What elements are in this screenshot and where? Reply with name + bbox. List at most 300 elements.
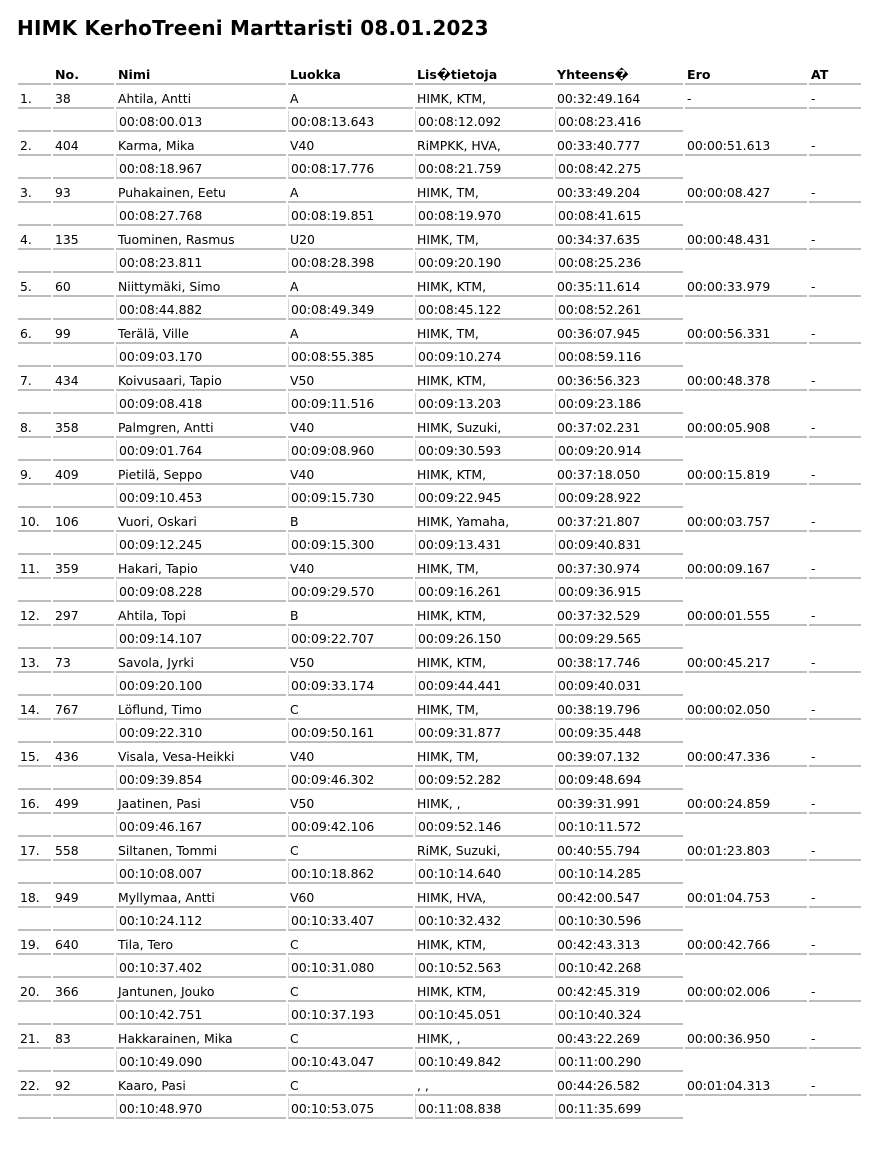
at-cell: - bbox=[809, 887, 861, 908]
results-table bbox=[18, 64, 861, 1122]
at-cell: - bbox=[809, 840, 861, 861]
name-cell: Kaaro, Pasi bbox=[116, 1075, 286, 1096]
lap-time-cell: 00:08:55.385 bbox=[288, 346, 413, 367]
gap-cell: 00:00:33.979 bbox=[685, 276, 807, 297]
lap-time-cell: 00:09:46.302 bbox=[288, 769, 413, 790]
lap-time-cell: 00:08:49.349 bbox=[288, 299, 413, 320]
position-cell: 9. bbox=[18, 464, 51, 485]
lap-time-cell: 00:11:08.838 bbox=[415, 1098, 553, 1119]
blank-cell bbox=[53, 628, 114, 649]
lap-time-cell: 00:09:40.831 bbox=[555, 534, 683, 555]
blank-cell bbox=[53, 346, 114, 367]
lap-time-cell: 00:09:15.730 bbox=[288, 487, 413, 508]
gap-cell: 00:00:47.336 bbox=[685, 746, 807, 767]
header-info: Lis�tietoja bbox=[415, 64, 553, 85]
blank-cell bbox=[53, 487, 114, 508]
lap-time-cell: 00:08:17.776 bbox=[288, 158, 413, 179]
class-cell: U20 bbox=[288, 229, 413, 250]
header-name: Nimi bbox=[116, 64, 286, 85]
at-cell: - bbox=[809, 558, 861, 579]
gap-cell: 00:00:03.757 bbox=[685, 511, 807, 532]
info-cell: HIMK, TM, bbox=[415, 558, 553, 579]
lap-time-cell: 00:09:52.146 bbox=[415, 816, 553, 837]
info-cell: HIMK, KTM, bbox=[415, 370, 553, 391]
name-cell: Savola, Jyrki bbox=[116, 652, 286, 673]
result-row bbox=[18, 370, 861, 394]
blank-cell bbox=[18, 1004, 51, 1025]
number-cell: 366 bbox=[53, 981, 114, 1002]
total-time-cell: 00:38:19.796 bbox=[555, 699, 683, 720]
lap-times-row bbox=[18, 440, 861, 464]
lap-time-cell: 00:10:53.075 bbox=[288, 1098, 413, 1119]
lap-time-cell: 00:09:35.448 bbox=[555, 722, 683, 743]
lap-time-cell: 00:11:35.699 bbox=[555, 1098, 683, 1119]
lap-time-cell: 00:09:03.170 bbox=[116, 346, 286, 367]
total-time-cell: 00:33:40.777 bbox=[555, 135, 683, 156]
gap-cell: 00:00:48.378 bbox=[685, 370, 807, 391]
position-cell: 1. bbox=[18, 88, 51, 109]
position-cell: 10. bbox=[18, 511, 51, 532]
name-cell: Ahtila, Antti bbox=[116, 88, 286, 109]
lap-time-cell: 00:10:33.407 bbox=[288, 910, 413, 931]
position-cell: 17. bbox=[18, 840, 51, 861]
blank-cell bbox=[18, 205, 51, 226]
number-cell: 409 bbox=[53, 464, 114, 485]
lap-times-row bbox=[18, 769, 861, 793]
name-cell: Vuori, Oskari bbox=[116, 511, 286, 532]
lap-time-cell: 00:08:41.615 bbox=[555, 205, 683, 226]
gap-cell: 00:00:08.427 bbox=[685, 182, 807, 203]
lap-time-cell: 00:10:40.324 bbox=[555, 1004, 683, 1025]
lap-times-row bbox=[18, 581, 861, 605]
position-cell: 3. bbox=[18, 182, 51, 203]
number-cell: 434 bbox=[53, 370, 114, 391]
at-cell: - bbox=[809, 1075, 861, 1096]
lap-time-cell: 00:09:20.100 bbox=[116, 675, 286, 696]
lap-time-cell: 00:09:26.150 bbox=[415, 628, 553, 649]
number-cell: 499 bbox=[53, 793, 114, 814]
number-cell: 949 bbox=[53, 887, 114, 908]
result-row bbox=[18, 464, 861, 488]
lap-time-cell: 00:09:22.310 bbox=[116, 722, 286, 743]
lap-time-cell: 00:09:40.031 bbox=[555, 675, 683, 696]
total-time-cell: 00:42:43.313 bbox=[555, 934, 683, 955]
info-cell: HIMK, Yamaha, bbox=[415, 511, 553, 532]
info-cell: HIMK, HVA, bbox=[415, 887, 553, 908]
blank-cell bbox=[53, 722, 114, 743]
number-cell: 436 bbox=[53, 746, 114, 767]
total-time-cell: 00:38:17.746 bbox=[555, 652, 683, 673]
number-cell: 83 bbox=[53, 1028, 114, 1049]
lap-times-row bbox=[18, 1004, 861, 1028]
lap-times-row bbox=[18, 910, 861, 934]
name-cell: Puhakainen, Eetu bbox=[116, 182, 286, 203]
number-cell: 404 bbox=[53, 135, 114, 156]
lap-times-row bbox=[18, 534, 861, 558]
class-cell: V50 bbox=[288, 793, 413, 814]
position-cell: 19. bbox=[18, 934, 51, 955]
blank-cell bbox=[18, 1098, 51, 1119]
total-time-cell: 00:36:56.323 bbox=[555, 370, 683, 391]
info-cell: HIMK, , bbox=[415, 1028, 553, 1049]
result-row bbox=[18, 887, 861, 911]
lap-times-row bbox=[18, 675, 861, 699]
at-cell: - bbox=[809, 1028, 861, 1049]
blank-cell bbox=[18, 393, 51, 414]
lap-time-cell: 00:09:23.186 bbox=[555, 393, 683, 414]
at-cell: - bbox=[809, 981, 861, 1002]
lap-time-cell: 00:10:42.268 bbox=[555, 957, 683, 978]
class-cell: V40 bbox=[288, 135, 413, 156]
number-cell: 99 bbox=[53, 323, 114, 344]
result-row bbox=[18, 511, 861, 535]
lap-time-cell: 00:10:18.862 bbox=[288, 863, 413, 884]
lap-time-cell: 00:09:36.915 bbox=[555, 581, 683, 602]
at-cell: - bbox=[809, 652, 861, 673]
number-cell: 767 bbox=[53, 699, 114, 720]
gap-cell: 00:00:15.819 bbox=[685, 464, 807, 485]
result-row bbox=[18, 840, 861, 864]
lap-times-row bbox=[18, 957, 861, 981]
at-cell: - bbox=[809, 793, 861, 814]
lap-time-cell: 00:08:18.967 bbox=[116, 158, 286, 179]
result-row bbox=[18, 793, 861, 817]
lap-time-cell: 00:10:43.047 bbox=[288, 1051, 413, 1072]
gap-cell: 00:00:56.331 bbox=[685, 323, 807, 344]
gap-cell: 00:00:36.950 bbox=[685, 1028, 807, 1049]
result-row bbox=[18, 746, 861, 770]
info-cell: HIMK, , bbox=[415, 793, 553, 814]
info-cell: HIMK, TM, bbox=[415, 229, 553, 250]
blank-cell bbox=[53, 299, 114, 320]
lap-time-cell: 00:09:22.707 bbox=[288, 628, 413, 649]
lap-time-cell: 00:09:08.418 bbox=[116, 393, 286, 414]
at-cell: - bbox=[809, 88, 861, 109]
lap-times-row bbox=[18, 863, 861, 887]
gap-cell: 00:01:04.313 bbox=[685, 1075, 807, 1096]
lap-time-cell: 00:09:20.190 bbox=[415, 252, 553, 273]
result-row bbox=[18, 182, 861, 206]
lap-time-cell: 00:09:16.261 bbox=[415, 581, 553, 602]
lap-time-cell: 00:10:31.080 bbox=[288, 957, 413, 978]
lap-times-row bbox=[18, 158, 861, 182]
result-row bbox=[18, 323, 861, 347]
lap-time-cell: 00:10:32.432 bbox=[415, 910, 553, 931]
class-cell: V40 bbox=[288, 746, 413, 767]
lap-time-cell: 00:09:15.300 bbox=[288, 534, 413, 555]
position-cell: 5. bbox=[18, 276, 51, 297]
lap-time-cell: 00:10:37.193 bbox=[288, 1004, 413, 1025]
class-cell: B bbox=[288, 511, 413, 532]
class-cell: C bbox=[288, 981, 413, 1002]
class-cell: A bbox=[288, 323, 413, 344]
at-cell: - bbox=[809, 746, 861, 767]
at-cell: - bbox=[809, 605, 861, 626]
position-cell: 13. bbox=[18, 652, 51, 673]
number-cell: 106 bbox=[53, 511, 114, 532]
position-cell: 20. bbox=[18, 981, 51, 1002]
total-time-cell: 00:33:49.204 bbox=[555, 182, 683, 203]
name-cell: Myllymaa, Antti bbox=[116, 887, 286, 908]
lap-time-cell: 00:10:52.563 bbox=[415, 957, 553, 978]
info-cell: HIMK, KTM, bbox=[415, 605, 553, 626]
name-cell: Siltanen, Tommi bbox=[116, 840, 286, 861]
lap-time-cell: 00:09:29.570 bbox=[288, 581, 413, 602]
lap-time-cell: 00:09:28.922 bbox=[555, 487, 683, 508]
total-time-cell: 00:39:07.132 bbox=[555, 746, 683, 767]
blank-cell bbox=[53, 1098, 114, 1119]
lap-time-cell: 00:10:45.051 bbox=[415, 1004, 553, 1025]
lap-times-row bbox=[18, 252, 861, 276]
info-cell: HIMK, KTM, bbox=[415, 652, 553, 673]
blank-cell bbox=[18, 1051, 51, 1072]
lap-time-cell: 00:09:48.694 bbox=[555, 769, 683, 790]
total-time-cell: 00:43:22.269 bbox=[555, 1028, 683, 1049]
total-time-cell: 00:34:37.635 bbox=[555, 229, 683, 250]
blank-cell bbox=[18, 910, 51, 931]
result-row bbox=[18, 699, 861, 723]
lap-times-row bbox=[18, 722, 861, 746]
lap-time-cell: 00:09:11.516 bbox=[288, 393, 413, 414]
name-cell: Terälä, Ville bbox=[116, 323, 286, 344]
info-cell: HIMK, KTM, bbox=[415, 88, 553, 109]
total-time-cell: 00:39:31.991 bbox=[555, 793, 683, 814]
gap-cell: 00:00:48.431 bbox=[685, 229, 807, 250]
lap-time-cell: 00:09:08.960 bbox=[288, 440, 413, 461]
lap-time-cell: 00:08:42.275 bbox=[555, 158, 683, 179]
blank-cell bbox=[18, 581, 51, 602]
result-row bbox=[18, 417, 861, 441]
lap-time-cell: 00:09:22.945 bbox=[415, 487, 553, 508]
at-cell: - bbox=[809, 182, 861, 203]
name-cell: Tila, Tero bbox=[116, 934, 286, 955]
lap-time-cell: 00:09:39.854 bbox=[116, 769, 286, 790]
lap-times-row bbox=[18, 205, 861, 229]
lap-time-cell: 00:08:12.092 bbox=[415, 111, 553, 132]
lap-time-cell: 00:10:08.007 bbox=[116, 863, 286, 884]
position-cell: 16. bbox=[18, 793, 51, 814]
info-cell: , , bbox=[415, 1075, 553, 1096]
position-cell: 7. bbox=[18, 370, 51, 391]
blank-cell bbox=[53, 534, 114, 555]
header-total: Yhteens� bbox=[555, 64, 683, 85]
blank-cell bbox=[18, 675, 51, 696]
blank-cell bbox=[18, 769, 51, 790]
at-cell: - bbox=[809, 417, 861, 438]
blank-cell bbox=[18, 252, 51, 273]
class-cell: C bbox=[288, 934, 413, 955]
lap-time-cell: 00:10:14.285 bbox=[555, 863, 683, 884]
lap-time-cell: 00:10:48.970 bbox=[116, 1098, 286, 1119]
total-time-cell: 00:37:02.231 bbox=[555, 417, 683, 438]
gap-cell: 00:00:05.908 bbox=[685, 417, 807, 438]
gap-cell: 00:00:02.050 bbox=[685, 699, 807, 720]
class-cell: C bbox=[288, 840, 413, 861]
lap-time-cell: 00:08:19.851 bbox=[288, 205, 413, 226]
table-header-row bbox=[18, 64, 861, 88]
lap-times-row bbox=[18, 816, 861, 840]
at-cell: - bbox=[809, 370, 861, 391]
class-cell: V40 bbox=[288, 417, 413, 438]
lap-time-cell: 00:08:44.882 bbox=[116, 299, 286, 320]
class-cell: V40 bbox=[288, 558, 413, 579]
lap-time-cell: 00:10:49.090 bbox=[116, 1051, 286, 1072]
at-cell: - bbox=[809, 511, 861, 532]
result-row bbox=[18, 1075, 861, 1099]
lap-time-cell: 00:09:30.593 bbox=[415, 440, 553, 461]
result-row bbox=[18, 135, 861, 159]
lap-time-cell: 00:09:10.274 bbox=[415, 346, 553, 367]
number-cell: 38 bbox=[53, 88, 114, 109]
name-cell: Koivusaari, Tapio bbox=[116, 370, 286, 391]
position-cell: 22. bbox=[18, 1075, 51, 1096]
total-time-cell: 00:42:00.547 bbox=[555, 887, 683, 908]
lap-time-cell: 00:08:28.398 bbox=[288, 252, 413, 273]
blank-cell bbox=[18, 957, 51, 978]
name-cell: Jaatinen, Pasi bbox=[116, 793, 286, 814]
gap-cell: 00:01:04.753 bbox=[685, 887, 807, 908]
lap-time-cell: 00:09:13.203 bbox=[415, 393, 553, 414]
total-time-cell: 00:35:11.614 bbox=[555, 276, 683, 297]
blank-cell bbox=[18, 299, 51, 320]
lap-times-row bbox=[18, 346, 861, 370]
gap-cell: 00:01:23.803 bbox=[685, 840, 807, 861]
number-cell: 359 bbox=[53, 558, 114, 579]
result-row bbox=[18, 229, 861, 253]
lap-time-cell: 00:10:30.596 bbox=[555, 910, 683, 931]
total-time-cell: 00:42:45.319 bbox=[555, 981, 683, 1002]
position-cell: 14. bbox=[18, 699, 51, 720]
lap-times-row bbox=[18, 628, 861, 652]
blank-cell bbox=[18, 111, 51, 132]
blank-cell bbox=[18, 816, 51, 837]
lap-times-row bbox=[18, 487, 861, 511]
number-cell: 135 bbox=[53, 229, 114, 250]
lap-time-cell: 00:10:11.572 bbox=[555, 816, 683, 837]
lap-time-cell: 00:10:49.842 bbox=[415, 1051, 553, 1072]
class-cell: V50 bbox=[288, 652, 413, 673]
blank-cell bbox=[53, 158, 114, 179]
total-time-cell: 00:37:30.974 bbox=[555, 558, 683, 579]
lap-time-cell: 00:10:24.112 bbox=[116, 910, 286, 931]
blank-cell bbox=[18, 863, 51, 884]
lap-time-cell: 00:08:13.643 bbox=[288, 111, 413, 132]
blank-cell bbox=[18, 628, 51, 649]
name-cell: Karma, Mika bbox=[116, 135, 286, 156]
number-cell: 93 bbox=[53, 182, 114, 203]
lap-time-cell: 00:08:52.261 bbox=[555, 299, 683, 320]
class-cell: V60 bbox=[288, 887, 413, 908]
blank-cell bbox=[53, 957, 114, 978]
position-cell: 11. bbox=[18, 558, 51, 579]
lap-time-cell: 00:09:12.245 bbox=[116, 534, 286, 555]
lap-time-cell: 00:11:00.290 bbox=[555, 1051, 683, 1072]
position-cell: 8. bbox=[18, 417, 51, 438]
info-cell: HIMK, KTM, bbox=[415, 934, 553, 955]
info-cell: HIMK, KTM, bbox=[415, 464, 553, 485]
name-cell: Pietilä, Seppo bbox=[116, 464, 286, 485]
class-cell: C bbox=[288, 1075, 413, 1096]
info-cell: HIMK, TM, bbox=[415, 699, 553, 720]
position-cell: 12. bbox=[18, 605, 51, 626]
lap-time-cell: 00:09:46.167 bbox=[116, 816, 286, 837]
class-cell: V40 bbox=[288, 464, 413, 485]
page-title: HIMK KerhoTreeni Marttaristi 08.01.2023 bbox=[17, 16, 489, 40]
info-cell: HIMK, KTM, bbox=[415, 981, 553, 1002]
number-cell: 73 bbox=[53, 652, 114, 673]
blank-cell bbox=[53, 252, 114, 273]
lap-times-row bbox=[18, 1051, 861, 1075]
blank-cell bbox=[18, 722, 51, 743]
gap-cell: 00:00:02.006 bbox=[685, 981, 807, 1002]
blank-cell bbox=[53, 910, 114, 931]
blank-cell bbox=[18, 440, 51, 461]
blank-cell bbox=[18, 346, 51, 367]
lap-time-cell: 00:09:10.453 bbox=[116, 487, 286, 508]
class-cell: A bbox=[288, 276, 413, 297]
blank-cell bbox=[53, 440, 114, 461]
at-cell: - bbox=[809, 934, 861, 955]
lap-time-cell: 00:08:59.116 bbox=[555, 346, 683, 367]
blank-cell bbox=[53, 1004, 114, 1025]
lap-time-cell: 00:09:33.174 bbox=[288, 675, 413, 696]
at-cell: - bbox=[809, 464, 861, 485]
total-time-cell: 00:40:55.794 bbox=[555, 840, 683, 861]
class-cell: C bbox=[288, 699, 413, 720]
position-cell: 18. bbox=[18, 887, 51, 908]
number-cell: 60 bbox=[53, 276, 114, 297]
lap-time-cell: 00:09:52.282 bbox=[415, 769, 553, 790]
lap-time-cell: 00:09:13.431 bbox=[415, 534, 553, 555]
blank-cell bbox=[53, 863, 114, 884]
lap-time-cell: 00:08:25.236 bbox=[555, 252, 683, 273]
name-cell: Jantunen, Jouko bbox=[116, 981, 286, 1002]
blank-cell bbox=[53, 769, 114, 790]
header-gap: Ero bbox=[685, 64, 807, 85]
blank-cell bbox=[53, 675, 114, 696]
header-at: AT bbox=[809, 64, 861, 85]
blank-cell bbox=[18, 158, 51, 179]
lap-time-cell: 00:09:08.228 bbox=[116, 581, 286, 602]
lap-time-cell: 00:10:42.751 bbox=[116, 1004, 286, 1025]
result-row bbox=[18, 605, 861, 629]
gap-cell: 00:00:45.217 bbox=[685, 652, 807, 673]
lap-time-cell: 00:10:37.402 bbox=[116, 957, 286, 978]
gap-cell: 00:00:01.555 bbox=[685, 605, 807, 626]
lap-time-cell: 00:08:21.759 bbox=[415, 158, 553, 179]
blank-cell bbox=[18, 487, 51, 508]
info-cell: HIMK, TM, bbox=[415, 746, 553, 767]
result-row bbox=[18, 934, 861, 958]
blank-cell bbox=[53, 1051, 114, 1072]
name-cell: Löflund, Timo bbox=[116, 699, 286, 720]
lap-time-cell: 00:08:00.013 bbox=[116, 111, 286, 132]
name-cell: Hakari, Tapio bbox=[116, 558, 286, 579]
lap-time-cell: 00:08:23.811 bbox=[116, 252, 286, 273]
position-cell: 21. bbox=[18, 1028, 51, 1049]
lap-time-cell: 00:08:23.416 bbox=[555, 111, 683, 132]
total-time-cell: 00:37:32.529 bbox=[555, 605, 683, 626]
name-cell: Visala, Vesa-Heikki bbox=[116, 746, 286, 767]
number-cell: 297 bbox=[53, 605, 114, 626]
total-time-cell: 00:32:49.164 bbox=[555, 88, 683, 109]
gap-cell: 00:00:51.613 bbox=[685, 135, 807, 156]
lap-time-cell: 00:09:44.441 bbox=[415, 675, 553, 696]
lap-time-cell: 00:08:27.768 bbox=[116, 205, 286, 226]
lap-time-cell: 00:09:42.106 bbox=[288, 816, 413, 837]
name-cell: Palmgren, Antti bbox=[116, 417, 286, 438]
lap-time-cell: 00:09:01.764 bbox=[116, 440, 286, 461]
